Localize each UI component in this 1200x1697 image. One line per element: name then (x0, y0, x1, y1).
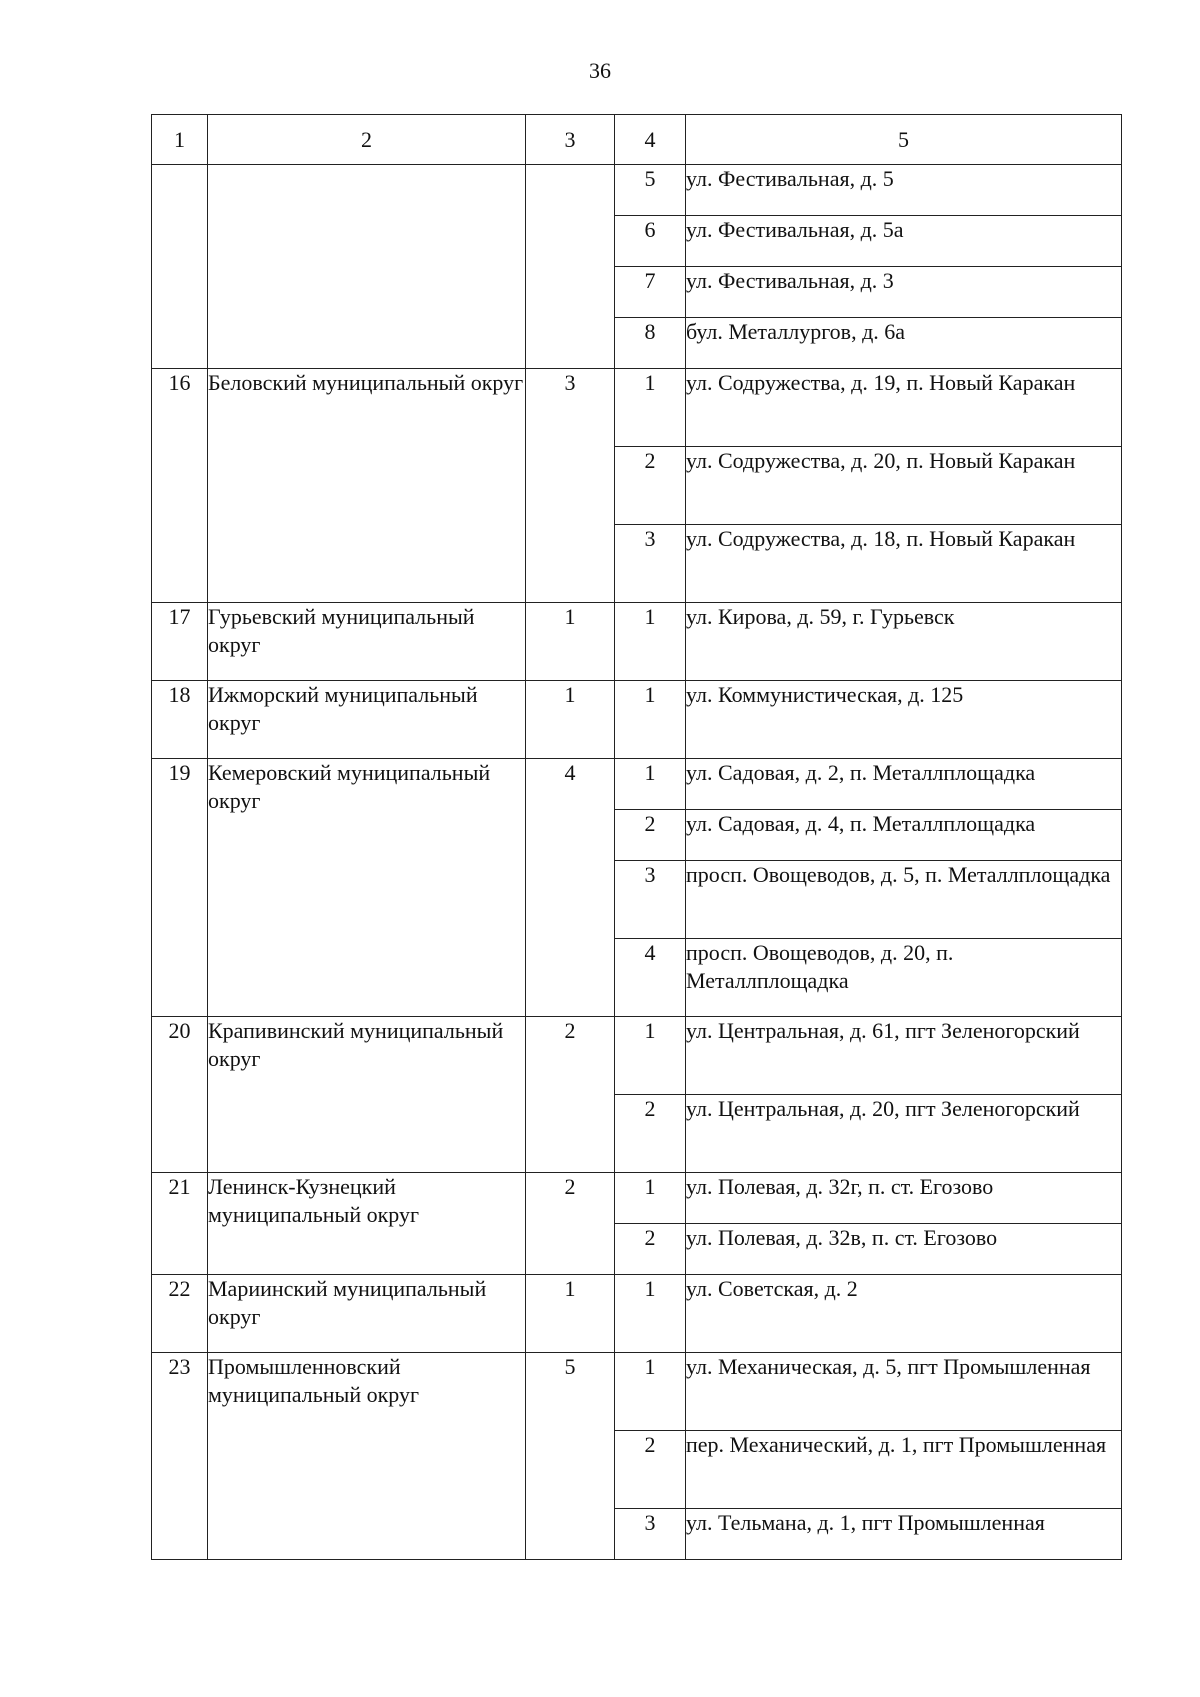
address: пер. Механический, д. 1, пгт Промышленная (686, 1431, 1122, 1509)
address: ул. Содружества, д. 20, п. Новый Каракан (686, 447, 1122, 525)
district-name (208, 165, 526, 369)
station-count: 3 (526, 369, 615, 603)
address: ул. Полевая, д. 32в, п. ст. Егозово (686, 1224, 1122, 1275)
table-row (152, 681, 1122, 759)
row-number: 18 (152, 681, 208, 759)
table-row (152, 1173, 1122, 1224)
station-count: 5 (526, 1353, 615, 1560)
station-count: 4 (526, 759, 615, 1017)
address: ул. Механическая, д. 5, пгт Промышленная (686, 1353, 1122, 1431)
district-name: Мариинский муниципальный округ (208, 1275, 526, 1353)
district-name: Кемеровский муниципальный округ (208, 759, 526, 1017)
district-name: Гурьевский муниципальный округ (208, 603, 526, 681)
table-row (152, 603, 1122, 681)
address: ул. Фестивальная, д. 3 (686, 267, 1122, 318)
item-number: 3 (615, 1509, 686, 1560)
table-row (152, 1275, 1122, 1353)
table-row (152, 1353, 1122, 1431)
address: ул. Кирова, д. 59, г. Гурьевск (686, 603, 1122, 681)
item-number: 1 (615, 1275, 686, 1353)
row-number: 20 (152, 1017, 208, 1173)
header-col-4: 4 (615, 115, 686, 165)
table-row (152, 369, 1122, 447)
row-number (152, 165, 208, 369)
table-row (152, 1017, 1122, 1095)
station-count: 1 (526, 603, 615, 681)
header-row (152, 115, 1122, 165)
address: просп. Овощеводов, д. 5, п. Металлплощадка (686, 861, 1122, 939)
item-number: 6 (615, 216, 686, 267)
item-number: 1 (615, 681, 686, 759)
station-count: 1 (526, 1275, 615, 1353)
station-count: 2 (526, 1173, 615, 1275)
station-count (526, 165, 615, 369)
header-col-1: 1 (152, 115, 208, 165)
item-number: 3 (615, 861, 686, 939)
item-number: 2 (615, 1431, 686, 1509)
item-number: 5 (615, 165, 686, 216)
item-number: 1 (615, 1353, 686, 1431)
address: ул. Фестивальная, д. 5 (686, 165, 1122, 216)
address: ул. Фестивальная, д. 5а (686, 216, 1122, 267)
district-name: Крапивинский муниципальный округ (208, 1017, 526, 1173)
table-row (152, 759, 1122, 810)
table-header (152, 115, 1122, 165)
table-row (152, 165, 1122, 216)
item-number: 1 (615, 369, 686, 447)
address: ул. Садовая, д. 4, п. Металлплощадка (686, 810, 1122, 861)
address: ул. Садовая, д. 2, п. Металлплощадка (686, 759, 1122, 810)
address: ул. Полевая, д. 32г, п. ст. Егозово (686, 1173, 1122, 1224)
address: просп. Овощеводов, д. 20, п. Металлплощадка (686, 939, 1122, 1017)
district-name: Промышленновский муниципальный округ (208, 1353, 526, 1560)
row-number: 23 (152, 1353, 208, 1560)
row-number: 16 (152, 369, 208, 603)
row-number: 17 (152, 603, 208, 681)
polling-stations-table (151, 114, 1122, 1560)
station-count: 2 (526, 1017, 615, 1173)
address: ул. Советская, д. 2 (686, 1275, 1122, 1353)
item-number: 2 (615, 1095, 686, 1173)
address: ул. Содружества, д. 18, п. Новый Каракан (686, 525, 1122, 603)
header-col-2: 2 (208, 115, 526, 165)
station-count: 1 (526, 681, 615, 759)
address: бул. Металлургов, д. 6а (686, 318, 1122, 369)
address: ул. Центральная, д. 20, пгт Зеленогорский (686, 1095, 1122, 1173)
address: ул. Содружества, д. 19, п. Новый Каракан (686, 369, 1122, 447)
item-number: 2 (615, 810, 686, 861)
address: ул. Центральная, д. 61, пгт Зеленогорский (686, 1017, 1122, 1095)
page-number: 36 (589, 58, 611, 83)
row-number: 22 (152, 1275, 208, 1353)
table-body (152, 165, 1122, 1560)
row-number: 19 (152, 759, 208, 1017)
row-number: 21 (152, 1173, 208, 1275)
item-number: 1 (615, 1173, 686, 1224)
item-number: 3 (615, 525, 686, 603)
district-name: Беловский муниципальный округ (208, 369, 526, 603)
address: ул. Тельмана, д. 1, пгт Промышленная (686, 1509, 1122, 1560)
item-number: 1 (615, 1017, 686, 1095)
district-name: Ленинск-Кузнецкий муниципальный округ (208, 1173, 526, 1275)
item-number: 1 (615, 603, 686, 681)
item-number: 2 (615, 447, 686, 525)
header-col-5: 5 (686, 115, 1122, 165)
item-number: 4 (615, 939, 686, 1017)
item-number: 7 (615, 267, 686, 318)
district-name: Ижморский муниципальный округ (208, 681, 526, 759)
item-number: 1 (615, 759, 686, 810)
item-number: 8 (615, 318, 686, 369)
header-col-3: 3 (526, 115, 615, 165)
item-number: 2 (615, 1224, 686, 1275)
address: ул. Коммунистическая, д. 125 (686, 681, 1122, 759)
